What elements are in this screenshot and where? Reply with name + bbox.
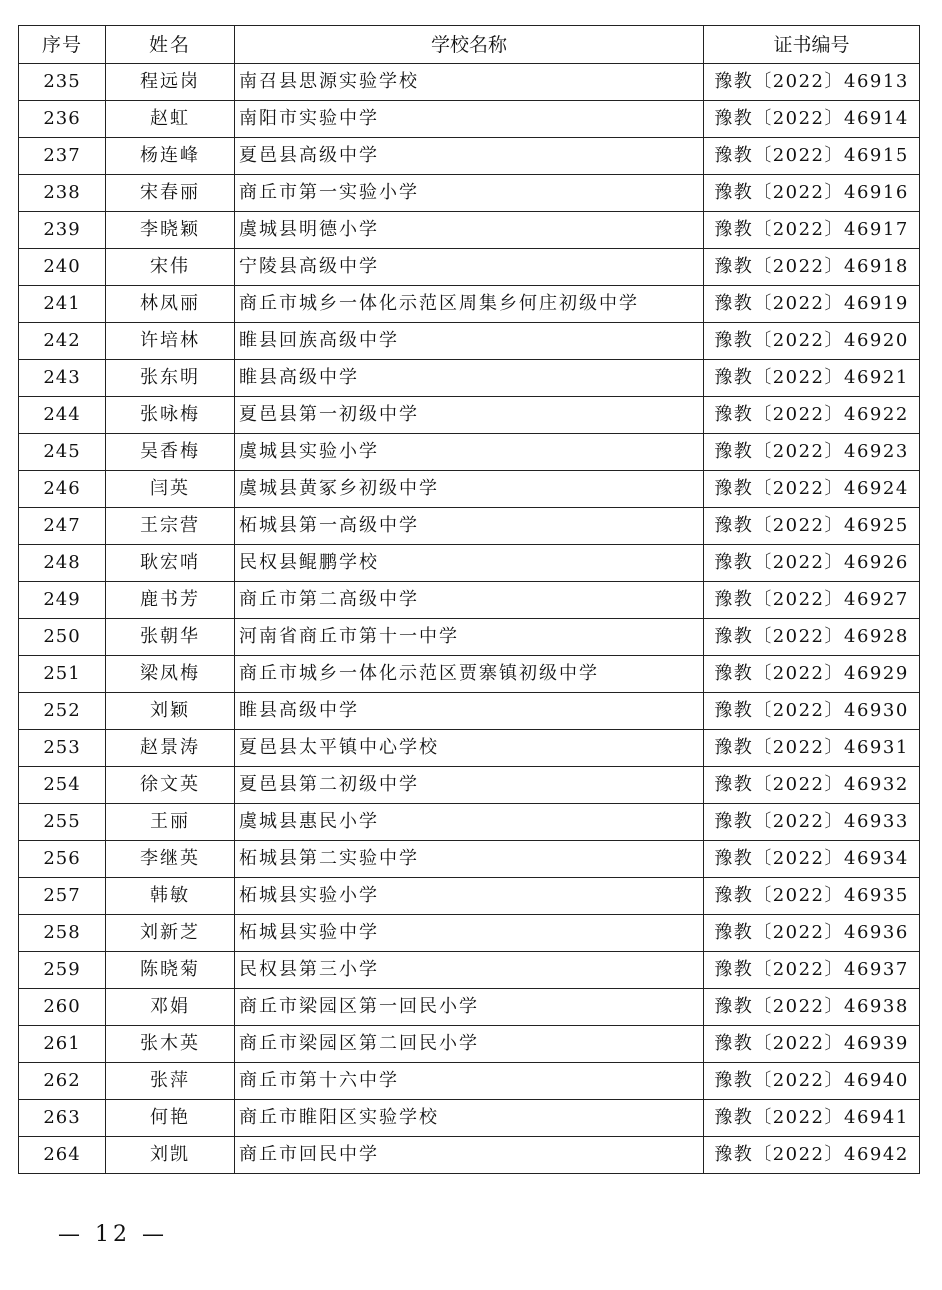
cell-school: 南阳市实验中学 xyxy=(235,101,704,138)
cell-school: 夏邑县第二初级中学 xyxy=(235,767,704,804)
cell-school: 民权县第三小学 xyxy=(235,952,704,989)
cell-school: 虞城县惠民小学 xyxy=(235,804,704,841)
cell-seq: 249 xyxy=(19,582,106,619)
cell-cert: 豫教〔2022〕46916 xyxy=(704,175,920,212)
table-row xyxy=(19,545,920,582)
cell-name: 鹿书芳 xyxy=(106,582,235,619)
table-row xyxy=(19,64,920,101)
cell-school: 商丘市城乡一体化示范区周集乡何庄初级中学 xyxy=(235,286,704,323)
table-row xyxy=(19,582,920,619)
header-school: 学校名称 xyxy=(235,26,704,64)
cell-cert: 豫教〔2022〕46915 xyxy=(704,138,920,175)
cell-seq: 262 xyxy=(19,1063,106,1100)
table-row xyxy=(19,767,920,804)
cell-name: 许培林 xyxy=(106,323,235,360)
cell-school: 河南省商丘市第十一中学 xyxy=(235,619,704,656)
cell-seq: 253 xyxy=(19,730,106,767)
cell-name: 刘颖 xyxy=(106,693,235,730)
cell-name: 张朝华 xyxy=(106,619,235,656)
cell-school: 睢县高级中学 xyxy=(235,360,704,397)
cell-school: 民权县鲲鹏学校 xyxy=(235,545,704,582)
cell-school: 夏邑县太平镇中心学校 xyxy=(235,730,704,767)
table-row xyxy=(19,212,920,249)
cell-name: 张萍 xyxy=(106,1063,235,1100)
cell-school: 商丘市梁园区第一回民小学 xyxy=(235,989,704,1026)
cell-cert: 豫教〔2022〕46913 xyxy=(704,64,920,101)
cell-seq: 242 xyxy=(19,323,106,360)
cell-name: 何艳 xyxy=(106,1100,235,1137)
cell-name: 邓娟 xyxy=(106,989,235,1026)
table-row xyxy=(19,878,920,915)
cell-cert: 豫教〔2022〕46936 xyxy=(704,915,920,952)
cell-seq: 260 xyxy=(19,989,106,1026)
cell-school: 柘城县实验中学 xyxy=(235,915,704,952)
cell-cert: 豫教〔2022〕46922 xyxy=(704,397,920,434)
cell-seq: 256 xyxy=(19,841,106,878)
cell-seq: 251 xyxy=(19,656,106,693)
cell-cert: 豫教〔2022〕46920 xyxy=(704,323,920,360)
cell-school: 睢县回族高级中学 xyxy=(235,323,704,360)
cell-school: 夏邑县高级中学 xyxy=(235,138,704,175)
cell-name: 赵景涛 xyxy=(106,730,235,767)
table-row xyxy=(19,915,920,952)
table-row xyxy=(19,952,920,989)
cell-name: 赵虹 xyxy=(106,101,235,138)
cell-school: 柘城县实验小学 xyxy=(235,878,704,915)
cell-name: 宋伟 xyxy=(106,249,235,286)
cell-seq: 245 xyxy=(19,434,106,471)
cell-school: 商丘市睢阳区实验学校 xyxy=(235,1100,704,1137)
table-row xyxy=(19,508,920,545)
table-row xyxy=(19,1100,920,1137)
cell-school: 虞城县实验小学 xyxy=(235,434,704,471)
table-row xyxy=(19,730,920,767)
cell-name: 吴香梅 xyxy=(106,434,235,471)
cell-cert: 豫教〔2022〕46931 xyxy=(704,730,920,767)
cell-cert: 豫教〔2022〕46928 xyxy=(704,619,920,656)
cell-cert: 豫教〔2022〕46924 xyxy=(704,471,920,508)
table-row xyxy=(19,989,920,1026)
cell-school: 商丘市第二高级中学 xyxy=(235,582,704,619)
table-row xyxy=(19,1137,920,1174)
cell-seq: 238 xyxy=(19,175,106,212)
cell-seq: 259 xyxy=(19,952,106,989)
cell-name: 梁凤梅 xyxy=(106,656,235,693)
page-number: — 12 — xyxy=(58,1222,168,1247)
cell-cert: 豫教〔2022〕46927 xyxy=(704,582,920,619)
table-header-row xyxy=(19,26,920,64)
cell-cert: 豫教〔2022〕46918 xyxy=(704,249,920,286)
header-name: 姓名 xyxy=(106,26,235,64)
cell-seq: 254 xyxy=(19,767,106,804)
table-row xyxy=(19,471,920,508)
cell-cert: 豫教〔2022〕46937 xyxy=(704,952,920,989)
cell-school: 南召县思源实验学校 xyxy=(235,64,704,101)
cell-seq: 264 xyxy=(19,1137,106,1174)
cell-seq: 236 xyxy=(19,101,106,138)
cell-seq: 240 xyxy=(19,249,106,286)
table-row xyxy=(19,323,920,360)
cell-cert: 豫教〔2022〕46929 xyxy=(704,656,920,693)
cell-name: 徐文英 xyxy=(106,767,235,804)
cell-cert: 豫教〔2022〕46921 xyxy=(704,360,920,397)
cell-seq: 239 xyxy=(19,212,106,249)
cell-cert: 豫教〔2022〕46932 xyxy=(704,767,920,804)
cell-cert: 豫教〔2022〕46933 xyxy=(704,804,920,841)
cell-cert: 豫教〔2022〕46923 xyxy=(704,434,920,471)
cell-school: 夏邑县第一初级中学 xyxy=(235,397,704,434)
table-row xyxy=(19,101,920,138)
cell-seq: 247 xyxy=(19,508,106,545)
cell-cert: 豫教〔2022〕46939 xyxy=(704,1026,920,1063)
cell-seq: 248 xyxy=(19,545,106,582)
cell-name: 李晓颖 xyxy=(106,212,235,249)
cell-cert: 豫教〔2022〕46925 xyxy=(704,508,920,545)
cell-name: 程远岗 xyxy=(106,64,235,101)
cell-name: 张东明 xyxy=(106,360,235,397)
cell-cert: 豫教〔2022〕46940 xyxy=(704,1063,920,1100)
table-row xyxy=(19,1063,920,1100)
cell-name: 刘新芝 xyxy=(106,915,235,952)
cell-seq: 243 xyxy=(19,360,106,397)
cell-name: 张咏梅 xyxy=(106,397,235,434)
cell-school: 睢县高级中学 xyxy=(235,693,704,730)
cell-school: 虞城县明德小学 xyxy=(235,212,704,249)
cell-cert: 豫教〔2022〕46930 xyxy=(704,693,920,730)
table-row xyxy=(19,249,920,286)
cell-name: 韩敏 xyxy=(106,878,235,915)
cell-seq: 257 xyxy=(19,878,106,915)
table-row xyxy=(19,841,920,878)
table-row xyxy=(19,804,920,841)
cell-seq: 237 xyxy=(19,138,106,175)
cell-name: 宋春丽 xyxy=(106,175,235,212)
cell-cert: 豫教〔2022〕46934 xyxy=(704,841,920,878)
cell-seq: 250 xyxy=(19,619,106,656)
table-row xyxy=(19,1026,920,1063)
cell-seq: 241 xyxy=(19,286,106,323)
table-body xyxy=(19,64,920,1174)
cell-cert: 豫教〔2022〕46917 xyxy=(704,212,920,249)
table-row xyxy=(19,138,920,175)
cell-cert: 豫教〔2022〕46919 xyxy=(704,286,920,323)
certificate-table xyxy=(18,25,920,1174)
cell-seq: 244 xyxy=(19,397,106,434)
table-row xyxy=(19,397,920,434)
cell-school: 商丘市城乡一体化示范区贾寨镇初级中学 xyxy=(235,656,704,693)
cell-cert: 豫教〔2022〕46941 xyxy=(704,1100,920,1137)
cell-name: 张木英 xyxy=(106,1026,235,1063)
header-seq: 序号 xyxy=(19,26,106,64)
cell-name: 王宗营 xyxy=(106,508,235,545)
cell-seq: 261 xyxy=(19,1026,106,1063)
cell-cert: 豫教〔2022〕46914 xyxy=(704,101,920,138)
cell-seq: 246 xyxy=(19,471,106,508)
cell-school: 虞城县黄冢乡初级中学 xyxy=(235,471,704,508)
cell-seq: 252 xyxy=(19,693,106,730)
cell-seq: 235 xyxy=(19,64,106,101)
cell-seq: 258 xyxy=(19,915,106,952)
cell-school: 商丘市第一实验小学 xyxy=(235,175,704,212)
cell-name: 李继英 xyxy=(106,841,235,878)
table-row xyxy=(19,434,920,471)
cell-cert: 豫教〔2022〕46938 xyxy=(704,989,920,1026)
table-row xyxy=(19,619,920,656)
header-cert: 证书编号 xyxy=(704,26,920,64)
cell-name: 耿宏哨 xyxy=(106,545,235,582)
cell-school: 商丘市第十六中学 xyxy=(235,1063,704,1100)
cell-name: 林凤丽 xyxy=(106,286,235,323)
cell-school: 宁陵县高级中学 xyxy=(235,249,704,286)
cell-cert: 豫教〔2022〕46935 xyxy=(704,878,920,915)
cell-name: 杨连峰 xyxy=(106,138,235,175)
cell-school: 商丘市回民中学 xyxy=(235,1137,704,1174)
table-row xyxy=(19,175,920,212)
table-row xyxy=(19,656,920,693)
cell-school: 商丘市梁园区第二回民小学 xyxy=(235,1026,704,1063)
cell-school: 柘城县第一高级中学 xyxy=(235,508,704,545)
cell-name: 王丽 xyxy=(106,804,235,841)
table-row xyxy=(19,693,920,730)
cell-cert: 豫教〔2022〕46926 xyxy=(704,545,920,582)
cell-cert: 豫教〔2022〕46942 xyxy=(704,1137,920,1174)
cell-name: 陈晓菊 xyxy=(106,952,235,989)
cell-name: 刘凯 xyxy=(106,1137,235,1174)
cell-seq: 263 xyxy=(19,1100,106,1137)
cell-seq: 255 xyxy=(19,804,106,841)
cell-name: 闫英 xyxy=(106,471,235,508)
cell-school: 柘城县第二实验中学 xyxy=(235,841,704,878)
table-row xyxy=(19,360,920,397)
table-row xyxy=(19,286,920,323)
